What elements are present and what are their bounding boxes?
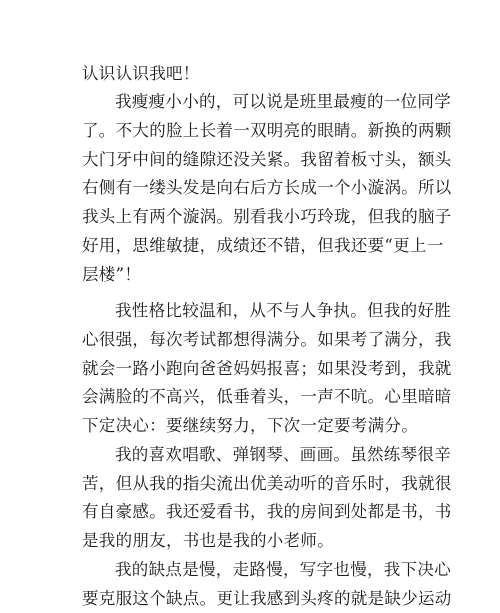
- text-line: 下定决心：要继续努力，下次一定要考满分。: [82, 416, 418, 435]
- paragraph-start-line: 我瘦瘦小小的，可以说是班里最瘦的一位同学: [115, 92, 451, 111]
- paragraph-start-line: 我的缺点是慢，走路慢，写字也慢，我下决心: [115, 560, 451, 579]
- text-line: 会满脸的不高兴，低垂着头，一声不吭。心里暗暗: [82, 387, 452, 406]
- text-line: 好用，思维敏捷，成绩还不错，但我还要“更上一: [82, 236, 444, 255]
- text-line: 层楼”！: [82, 265, 142, 284]
- text-line: 大门牙中间的缝隙还没关紧。我留着板寸头，额头: [82, 150, 452, 169]
- text-line: 了。不大的脸上长着一双明亮的眼睛。新换的两颗: [82, 121, 452, 140]
- text-line: 苦，但从我的指尖流出优美动听的音乐时，我就很: [82, 474, 452, 493]
- text-line: 我头上有两个漩涡。别看我小巧玲珑，但我的脑子: [82, 207, 452, 226]
- text-line: 心很强，每次考试都想得满分。如果考了满分，我: [82, 330, 452, 349]
- text-line: 是我的朋友，书也是我的小老师。: [82, 531, 334, 550]
- text-line: 有自豪感。我还爱看书，我的房间到处都是书，书: [82, 502, 452, 521]
- text-line: 就会一路小跑向爸爸妈妈报喜；如果没考到，我就: [82, 359, 452, 378]
- text-line: 认识认识我吧！: [82, 64, 200, 83]
- paragraph-start-line: 我的喜欢唱歌、弹钢琴、画画。虽然练琴很辛: [115, 445, 451, 464]
- document-page: [82, 60, 452, 608]
- text-line: 要克服这个缺点。更让我感到头疼的就是缺少运动: [82, 589, 452, 608]
- text-line: 右侧有一缕头发是向右后方长成一个小漩涡。所以: [82, 178, 452, 197]
- paragraph-start-line: 我性格比较温和，从不与人争执。但我的好胜: [115, 301, 451, 320]
